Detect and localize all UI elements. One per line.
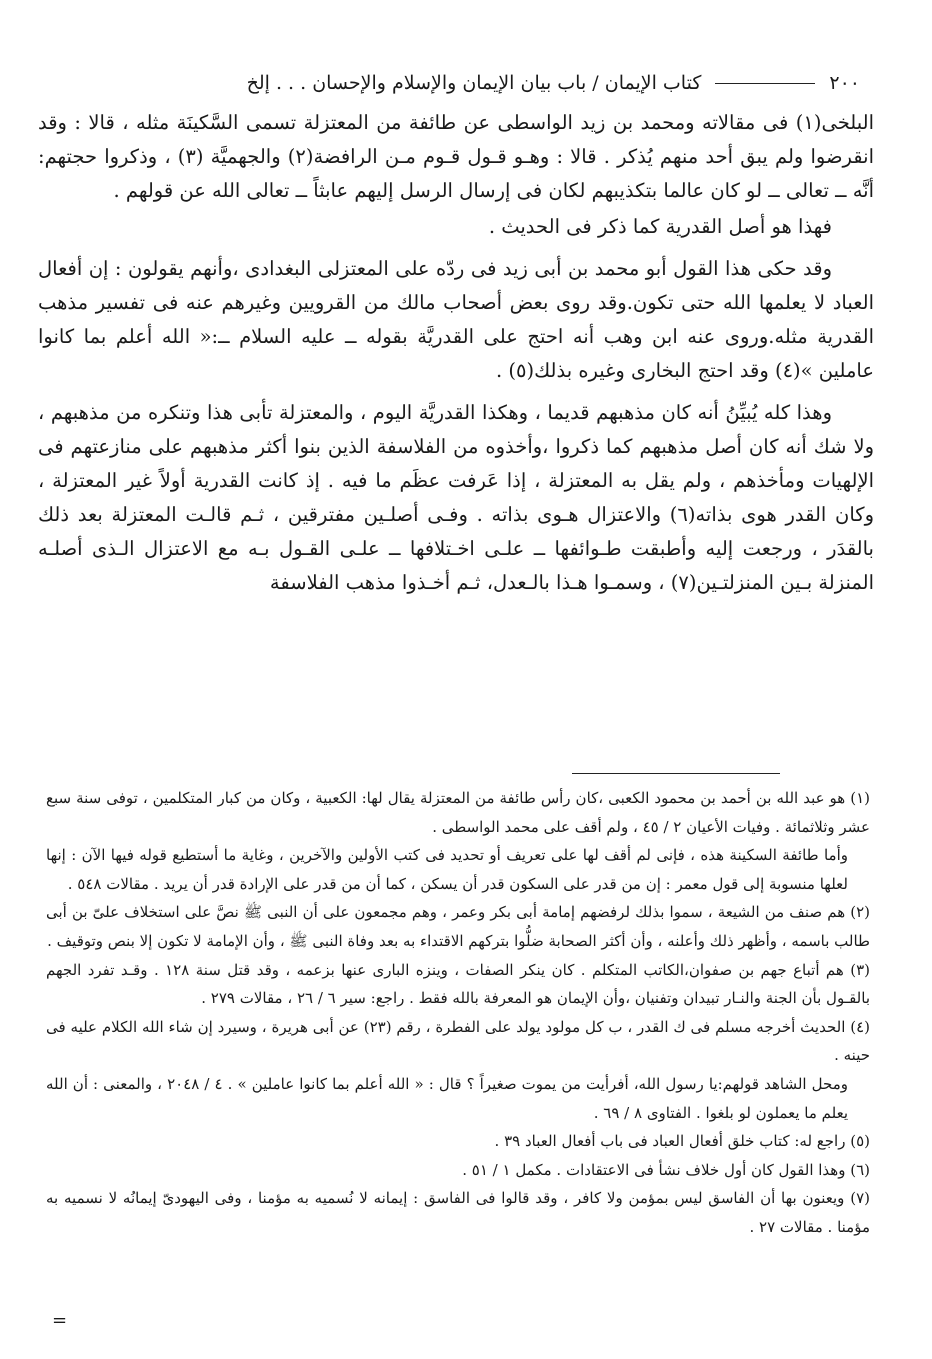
footnote-6: (٦) وهذا القول كان أول خلاف نشأ فى الاعتقادات . مكمل ١ / ٥١ .	[462, 1160, 870, 1179]
footnote-4-continued: ومحل الشاهد قولهم:يا رسول الله، أفرأيت من يموت صغيراً ؟ قال : « الله أعلم بما كانوا عاملين » . ٤ / ٢٠٤٨ ، والمعنى : أن الله يعلم ما يعملون لو بلغوا . الفتاوى ٨ / ٦٩ .	[46, 1074, 848, 1122]
footnote-5: (٥) راجع له: كتاب خلق أفعال العباد فى باب أفعال العباد ٣٩ .	[494, 1132, 870, 1151]
footnote-7: (٧) ويعنون بها أن الفاسق ليس بمؤمن ولا كافر ، وقد قالوا فى الفاسق : إيمانه لا نُسميه به مؤمنا ، وفى اليهودىّ إيمانُه لا نسميه به مؤمنا . مقالات ٢٧ .	[46, 1189, 870, 1236]
main-text	[38, 106, 874, 600]
header-title: كتاب الإيمان / باب بيان الإيمان والإسلام والإحسان . . . إلخ	[246, 72, 702, 94]
paragraph-4: وهذا كله يُبيِّنُ أنه كان مذهبهم قديما ، وهكذا القدريَّة اليوم ، والمعتزلة تأبى هذا وتنكره من مذهبهم ، ولا شك أنه كان أصل مذهبهم كما ذكروا ،وأخذوه من الفلاسفة الذين بنوا أكثر مذهبهم على منازعتهم فى الإلهيات ومأخذهم ، ولم يقل به المعتزلة ، إذا عَرفت عظَم ما فيه . إذ كانت القدرية أولاً غير المعتزلة ، وكان القدر هوى بذاته(٦) والاعتزال هـوى بذاته . وفـى أصلـين مفترقين ، ثـم قالـت المعتزلة بعد ذلك بالقدَر ، ورجعت إليه وأطبقت طـوائفها ــ علـى اخـتلافها ــ علـى القـول بـه مع الاعتزال الـذى أصلـه المنزلة بـين المنزلتـين(٧) ، وسمـوا هـذا بالـعدل، ثـم أخـذوا مذهب الفلاسفة	[38, 401, 874, 594]
running-header	[40, 66, 860, 100]
page-number: ٢٠٠	[829, 72, 860, 94]
footnote-divider	[572, 773, 780, 774]
footnote-2: (٢) هم صنف من الشيعة ، سموا بذلك لرفضهم إمامة أبى بكر وعمر ، وهم مجمعون على أن النبى ﷺ نصَّ على استخلاف علىّ بن أبى طالب باسمه ، وأظهر ذلك وأعلنه ، وأن أكثر الصحابة ضلُّوا بتركهم الاقتداء به بعد وفاة النبى ﷺ ، وأن الإمامة لا تكون إلا بنص وتوقيف .	[46, 903, 870, 950]
footnote-1-continued: وأما طائفة السكينة هذه ، فإنى لم أقف لها على تعريف أو تحديد فى كتب الأولين والآخرين ، وغاية ما أستطيع قوله فيها الآن : إنها لعلها منسوبة إلى قول معمر : إن من قدر على السكون قدر أن يسكن ، كما أن من قدر على الإرادة قدر أن يريد . مقالات ٥٤٨ .	[46, 846, 848, 893]
paragraph-3: وقد حكى هذا القول أبو محمد بن أبى زيد فى ردّه على المعتزلى البغدادى ،وأنهم يقولون : إن أفعال العباد لا يعلمها الله حتى تكون.وقد روى بعض أصحاب مالك من القرويين وغيرهم عنه فى تفسير مذهب القدرية مثله.وروى عنه ابن وهب أنه احتج على القدريَّة بقوله ــ عليه السلام ــ:« الله أعلم بما كانوا عاملين »(٤) وقد احتج البخارى وغيره بذلك(٥) .	[38, 257, 874, 382]
footnote-1: (١) هو عبد الله بن أحمد بن محمود الكعبى ،كان رأس طائفة من المعتزلة يقال لها: الكعبية ، وكان من كبار المتكلمين ، توفى سنة سبع عشر وثلاثمائة . وفيات الأعيان ٢ / ٤٥ ، ولم أقف على محمد الواسطى .	[46, 789, 870, 836]
paragraph-2: فهذا هو أصل القدرية كما ذكر فى الحديث .	[488, 215, 832, 238]
footnote-3: (٣) هم أتباع جهم بن صفوان،الكاتب المتكلم . كان ينكر الصفات ، وينزه البارى عنها بزعمه ، وقد قتل سنة ١٢٨ . وقـد تفرد الجهم بالقـول بأن الجنة والنـار تبيدان وتفنيان ،وأن الإيمان هو المعرفة بالله فقط . راجع: سير ٦ / ٢٦ ، مقالات ٢٧٩ .	[46, 960, 870, 1008]
header-rule	[715, 83, 815, 84]
footnote-4: (٤) الحديث أخرجه مسلم فى ك القدر ، ب كل مولود يولد على الفطرة ، رقم (٢٣) عن أبى هريرة ، وسيرد إن شاء الله الكلام عليه فى حينه .	[46, 1017, 870, 1065]
paragraph-1: البلخى(١) فى مقالاته ومحمد بن زيد الواسطى عن طائفة من المعتزلة تسمى السَّكينَة مثله ، قالا : وقد انقرضوا ولم يبق أحد منهم يُذكر . قالا : وهـو قـول قـوم مـن الرافضة(٢) والجهميَّة (٣) ، وذكروا حجتهم: أنَّه ــ تعالى ــ لو كان عالما بتكذيبهم لكان فى إرسال الرسل إليهم عابثاً ــ تعالى الله عن قولهم .	[38, 111, 874, 202]
footnotes	[46, 784, 870, 1242]
continuation-mark: =	[52, 1310, 68, 1331]
